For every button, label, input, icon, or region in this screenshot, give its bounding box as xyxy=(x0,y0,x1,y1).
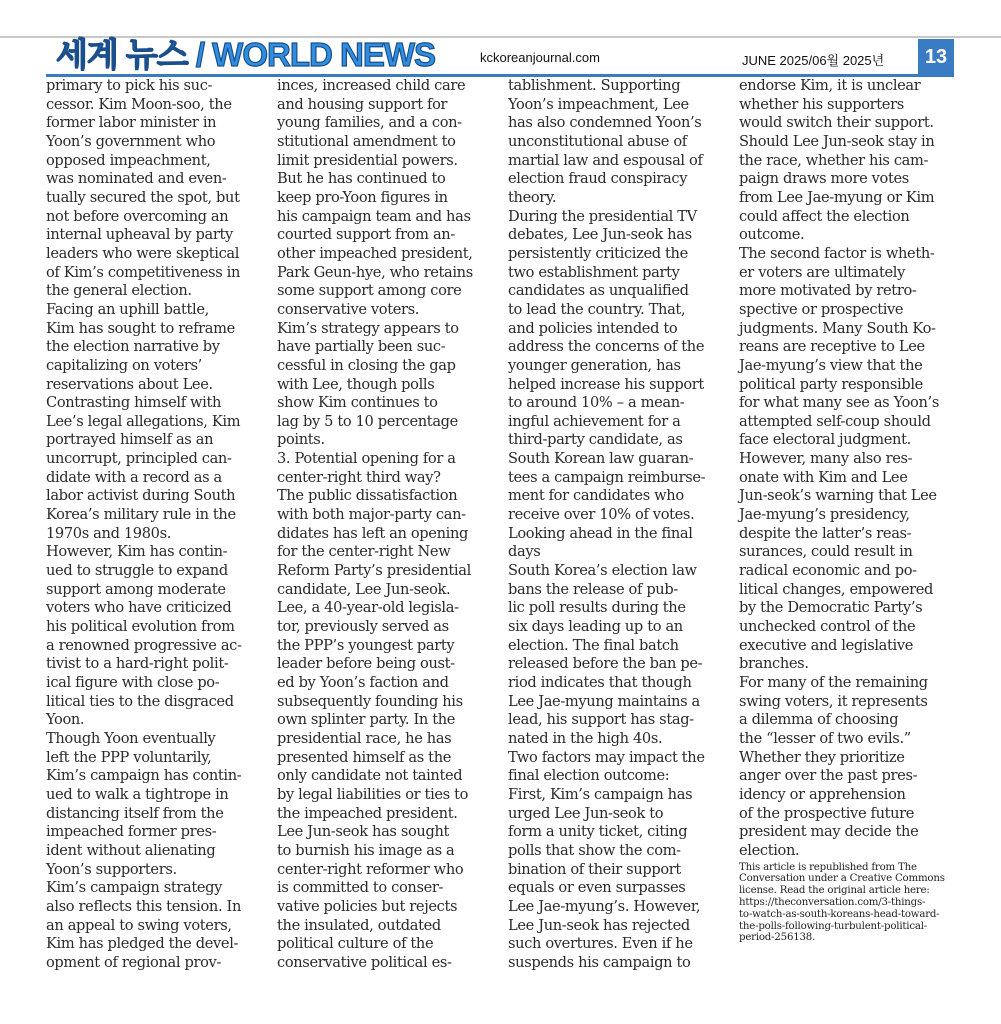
paragraph: For many of the remaining swing voters, it represents a dilemma of choosing the “lesser of two evils.” Whether they prioritize anger over the past pres- idency or apprehension of the prospective future president may decide the election. xyxy=(739,674,928,859)
paragraph: South Korea’s election law bans the release of pub- lic poll results during the six days leading up to an election. The final batch released before the ban pe- riod indicates that though Lee Jae-myung maintains a lead, his support has stag- nated in the high 40s. xyxy=(508,562,703,747)
article-column-4 xyxy=(739,77,961,944)
paragraph: primary to pick his suc- cessor. Kim Moon-soo, the former labor minister in Yoon’s government who opposed impeachment, was nominated and even- tually secured the spot, but not before overcoming an internal upheaval by party leaders who were skeptical of Kim’s competitiveness in the general election. xyxy=(46,77,240,300)
paragraph: Lee, a 40-year-old legisla- tor, previously served as the PPP’s youngest party leader before being oust- ed by Yoon’s faction and subsequently founding his own splinter party. In the presidential race, he has presented himself as the only candidate not tainted by legal liabilities or ties to the impeached president. xyxy=(277,599,469,822)
paragraph: tablishment. Supporting Yoon’s impeachment, Lee has also condemned Yoon’s unconstitutional abuse of martial law and espousal of election fraud conspiracy theory. xyxy=(508,77,703,206)
paragraph: The public dissatisfaction with both major-party can- didates has left an opening for the center-right New Reform Party’s presidential candidate, Lee Jun-seok. xyxy=(277,487,471,598)
site-url: kckoreanjournal.com xyxy=(480,50,600,65)
paragraph: Contrasting himself with Lee’s legal allegations, Kim portrayed himself as an uncorrupt, principled can- didate with a record as a labor activist during South Korea’s military rule in the 1970s and 1980s. xyxy=(46,394,241,542)
page-number: 13 xyxy=(918,39,954,75)
article-column-2 xyxy=(277,77,499,973)
paragraph: Though Yoon eventually left the PPP voluntarily, Kim’s campaign has contin- ued to walk a tightrope in distancing itself from the impeached former pres- ident without alienating Yoon’s supporters. xyxy=(46,729,242,878)
paragraph: During the presidential TV debates, Lee Jun-seok has persistently criticized the two establishment party candidates as unqualified to lead the country. That, and policies intended to address the concerns of the younger generation, has helped increase his support to around 10% – a mean- ingful achievement for a third-party candidate, as South Korean law guaran- tees a campaign reimburse- ment for candidates who receive over 10% of votes. xyxy=(508,207,706,524)
section-subheading: Looking ahead in the final days xyxy=(508,524,693,561)
page-header xyxy=(46,38,954,74)
paragraph: Facing an uphill battle, Kim has sought to reframe the election narrative by capitalizing on voters’ reservations about Lee. xyxy=(46,300,235,393)
paragraph: Lee Jun-seok has sought to burnish his image as a center-right reformer who is committed to conser- vative policies but rejects the insulated, outdated political culture of the conservative political es- xyxy=(277,823,464,971)
section-subheading: 3. Potential opening for a center-right third way? xyxy=(277,450,456,486)
paragraph: But he has continued to keep pro-Yoon figures in his campaign team and has courted support from an- other impeached president, Park Geun-hye, who retains some support among core conservative voters. xyxy=(277,170,473,318)
paragraph: Kim’s campaign strategy also reflects this tension. In an appeal to swing voters, Kim has pledged the devel- opment of regional prov- xyxy=(46,879,242,971)
paragraph: Two factors may impact the final election outcome: xyxy=(508,748,705,785)
section-title: 세계 뉴스 / WORLD NEWS xyxy=(56,36,435,73)
paragraph: Kim’s strategy appears to have partially been suc- cessful in closing the gap with Lee, though polls show Kim continues to lag by 5 to 10 percentage points. xyxy=(277,319,459,449)
paragraph: First, Kim’s campaign has urged Lee Jun-seok to form a unity ticket, citing polls that show the com- bination of their support equals or even surpasses Lee Jae-myung’s. However, Lee Jun-seok has rejected such overtures. Even if he suspends his campaign to xyxy=(508,785,701,971)
issue-date: JUNE 2025/06월 2025년 xyxy=(742,53,885,68)
republication-citation: This article is republished from The Conversation under a Creative Commons license. Read the original article here: https://theconversation.com/3-things- to-watch-as-south-koreans-head-toward- the-polls-following-turbulent-political- period-256138. xyxy=(739,861,945,944)
article-column-1 xyxy=(46,77,268,973)
paragraph: inces, increased child care and housing support for young families, and a con- stitutional amendment to limit presidential powers. xyxy=(277,77,466,169)
paragraph: endorse Kim, it is unclear whether his supporters would switch their support. Should Lee Jun-seok stay in the race, whether his cam- paign draws more votes from Lee Jae-myung or Kim could affect the election outcome. xyxy=(739,77,935,244)
article-column-3 xyxy=(508,77,730,973)
paragraph: However, many also res- onate with Kim and Lee Jun-seok’s warning that Lee Jae-myung’s presidency, despite the latter’s reas- surances, could result in radical economic and po- litical changes, empowered by the Democratic Party’s unchecked control of the executive and legislative branches. xyxy=(739,450,937,673)
paragraph: The second factor is wheth- er voters are ultimately more motivated by retro- spective or prospective judgments. Many South Ko- reans are receptive to Lee Jae-myung’s view that the political party responsible for what many see as Yoon’s attempted self-coup should face electoral judgment. xyxy=(739,244,939,449)
paragraph: However, Kim has contin- ued to struggle to expand support among moderate voters who have criticized his political evolution from a renowned progressive ac- tivist to a hard-right polit- ical figure with close po- litical ties to the disgraced Yoon. xyxy=(46,543,242,729)
